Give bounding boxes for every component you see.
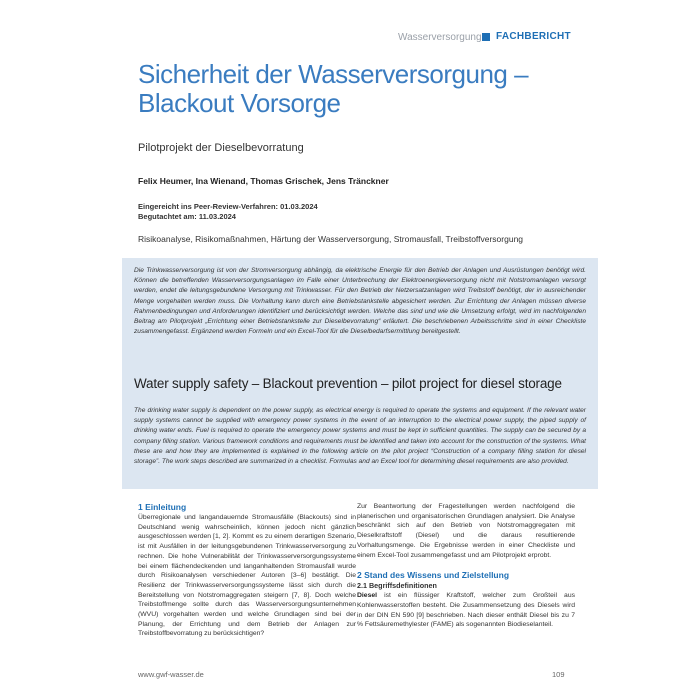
english-title: Water supply safety – Blackout prevention – pilot project for diesel storage bbox=[134, 376, 562, 391]
article-subtitle: Pilotprojekt der Dieselbevorratung bbox=[138, 142, 304, 154]
definition-term: Diesel bbox=[357, 592, 378, 600]
body-column-right bbox=[357, 502, 575, 630]
article-keywords: Risikoanalyse, Risikomaßnahmen, Härtung der Wasserversorgung, Stromausfall, Treibstoffversorgung bbox=[138, 234, 524, 244]
header-category-label: FACHBERICHT bbox=[496, 31, 571, 42]
section-2-1-heading: 2.1 Begriffsdefinitionen bbox=[357, 581, 437, 591]
submitted-date: Eingereicht ins Peer-Review-Verfahren: 01.03.2024 bbox=[138, 202, 318, 211]
section-1-text: Überregionale und langandauernde Stromausfälle (Blackouts) sind in Deutschland wenig wahrscheinlich, können jedoch nicht gänzlich ausgeschlossen werden [1, 2]. Kommt es zu einem derartigen Szenario, ist mit Ausfällen in der leitungsgebundenen Trinkwasserversorgung zu rechnen. Die hohe Vulnerabilität der Trinkwasserversorgungssysteme bei einem flächendeckenden und langanhaltenden Stromausfall wurde durch Risikoanalysen verschiedener Autoren [3–6] bestätigt. Die Resilienz der Trinkwasserversorgungssysteme lässt sich durch die Bereitstellung von Notstromaggregaten steigern [7, 8]. Doch welche Treibstoffmenge sollte durch das Wasserversorgungsunternehmen (WVU) vorgehalten werden und welche Grundlagen sind bei der Planung, der Errichtung und dem Betrieb der Anlagen zur Treibstoffbevorratung zu berücksichtigen? bbox=[138, 514, 356, 638]
spacer bbox=[357, 560, 575, 570]
definition-paragraph bbox=[357, 591, 575, 630]
abstract-german: Die Trinkwasserversorgung ist von der Stromversorgung abhängig, da elektrische Energie für den Betrieb der Anlagen und Ausrüstungen benötigt wird. Können die betreffenden Wasserversorgungsanlagen im Falle einer Unterbrechung der Elektroenergieversorgung nicht mit Notstromanlagen versorgt werden, endet die leitungsgebundene Versorgung mit Trinkwasser. Für den Betrieb der Netzersatzanlagen wird Treibstoff benötigt, der in ausreichender Menge vorgehalten werden muss. Die Vorhaltung kann durch eine Betriebstankstelle abgesichert werden. Zur Errichtung der Anlagen müssen diverse Rahmenbedingungen und Anforderungen identifiziert und berücksichtigt werden. Welche das sind und wie die Umsetzung erfolgt, wird im nachfolgenden Beitrag am Pilotprojekt „Errichtung einer Betriebstankstelle zur Dieselbevorratung“ erläutert. Die beschriebenen Arbeitsschritte sind in einer Checkliste zusammengefasst. Ergänzend werden Formeln und ein Excel-Tool für die Dieselbedarfsermittlung bereitgestellt. bbox=[134, 267, 586, 336]
abstract-english: The drinking water supply is dependent on the power supply, as electrical energy is required to operate the systems and equipment. If the relevant water supply systems cannot be supplied with emergency power systems in the event of an interruption to the electrical power supply, the piped supply of drinking water ends. Fuel is required to operate the emergency power systems and must be kept in sufficient quantities. The supply can be secured by a company filling station. Various framework conditions and requirements must be identified and taken into account for the construction of the systems. What these are and how they are implemented is explained in the following article on the pilot project “Construction of a company filling station for diesel storage”. The work steps described are summarized in a checklist. Formulas and an Excel tool for determining diesel requirements are also provided. bbox=[134, 407, 586, 466]
article-title-line-1: Sicherheit der Wasserversorgung – bbox=[138, 59, 529, 89]
header-square-marker bbox=[482, 33, 490, 41]
article-authors: Felix Heumer, Ina Wienand, Thomas Grischek, Jens Tränckner bbox=[138, 176, 389, 186]
footer-url[interactable]: www.gwf-wasser.de bbox=[138, 670, 204, 679]
body-column-left bbox=[138, 502, 356, 639]
article-title-line-2: Blackout Vorsorge bbox=[138, 88, 341, 118]
page-number: 109 bbox=[552, 670, 565, 679]
review-dates bbox=[138, 202, 318, 222]
article-title bbox=[138, 60, 578, 118]
right-intro-text: Zur Beantwortung der Fragestellungen werden nachfolgend die planerischen und organisatorischen Grundlagen analysiert. Die Analyse beschränkt sich auf den Betrieb von Notstromaggregaten mit Dieselkraftstoff (Diesel) und die daraus resultierende Vorhaltungsmenge. Die Ergebnisse werden in einer Checkliste und einem Excel-Tool zusammengefasst und am Pilotprojekt erprobt. bbox=[357, 503, 575, 559]
section-2-heading: 2 Stand des Wissens und Zielstellung bbox=[357, 570, 510, 581]
definition-text: ist ein flüssiger Kraftstoff, welcher zum Großteil aus Kohlenwasserstoffen besteht. Die Zusammensetzung des Diesels wird in der DIN EN 590 [9] beschrieben. Nach dieser enthält Diesel bis zu 7 % Fettsäuremethylester (FAME) als sogenannten Biodieselanteil. bbox=[357, 592, 575, 629]
reviewed-date: Begutachtet am: 11.03.2024 bbox=[138, 212, 236, 221]
header-section-label: Wasserversorgung bbox=[398, 32, 482, 43]
section-1-heading: 1 Einleitung bbox=[138, 502, 187, 512]
